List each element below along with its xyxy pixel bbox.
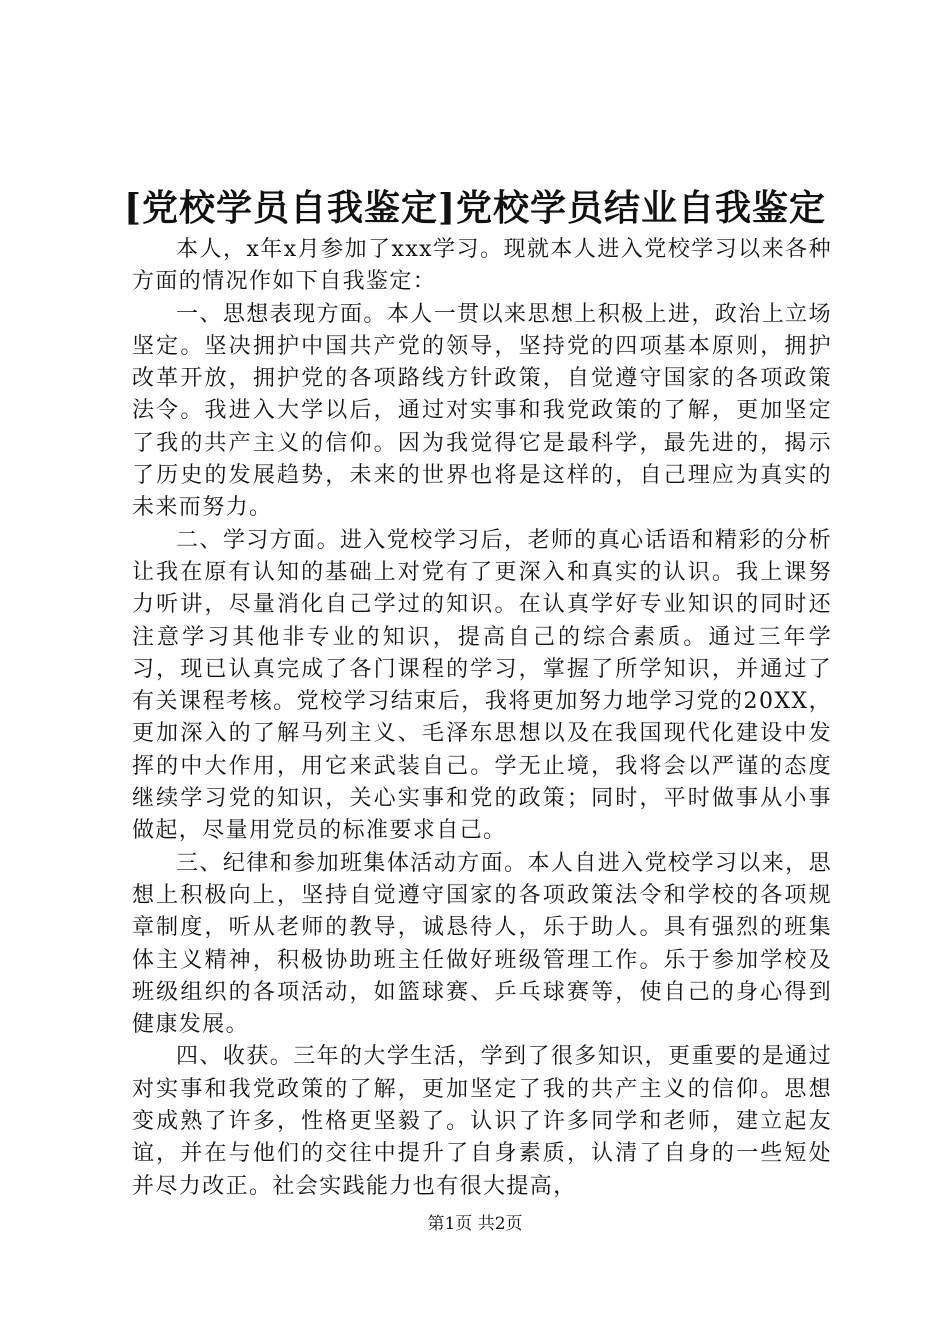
discipline-paragraph: 三、纪律和参加班集体活动方面。本人自进入党校学习以来，思想上积极向上，坚持自觉遵守国家的各项政策法令和学校的各项规章制度，听从老师的教导，诚恳待人，乐于助人。具有强烈的班集体主义精神，积极协助班主任做好班级管理工作。乐于参加学校及班级组织的各项活动，如篮球赛、乒乓球赛等，使自己的身心得到健康发展。 — [132, 850, 832, 1038]
page-number-footer: 第1页 共2页 — [427, 1214, 523, 1234]
study-paragraph: 二、学习方面。进入党校学习后，老师的真心话语和精彩的分析让我在原有认知的基础上对党有了更深入和真实的认识。我上课努力听讲，尽量消化自己学过的知识。在认真学好专业知识的同时还注意学习其他非专业的知识，提高自己的综合素质。通过三年学习，现已认真完成了各门课程的学习，掌握了所学知识，并通过了有关课程考核。党校学习结束后，我将更加努力地学习党的20XX，更加深入的了解马列主义、毛泽东思想以及在我国现代化建设中发挥的中大作用，用它来武装自己。学无止境，我将会以严谨的态度继续学习党的知识，关心实事和党的政策；同时，平时做事从小事做起，尽量用党员的标准要求自己。 — [132, 527, 832, 844]
document-body — [132, 234, 832, 1203]
document-title: [党校学员自我鉴定]党校学员结业自我鉴定 — [123, 187, 827, 229]
gains-paragraph: 四、收获。三年的大学生活，学到了很多知识，更重要的是通过对实事和我党政策的了解，更加坚定了我的共产主义的信仰。思想变成熟了许多，性格更坚毅了。认识了许多同学和老师，建立起友谊，并在与他们的交往中提升了自身素质，认清了自身的一些短处并尽力改正。社会实践能力也有很大提高， — [132, 1044, 832, 1199]
intro-paragraph: 本人，x年x月参加了xxx学习。现就本人进入党校学习以来各种方面的情况作如下自我鉴定： — [132, 237, 832, 295]
ideology-paragraph: 一、思想表现方面。本人一贯以来思想上积极上进，政治上立场坚定。坚决拥护中国共产党的领导，坚持党的四项基本原则，拥护改革开放，拥护党的各项路线方针政策，自觉遵守国家的各项政策法令。我进入大学以后，通过对实事和我党政策的了解，更加坚定了我的共产主义的信仰。因为我觉得它是最科学，最先进的，揭示了历史的发展趋势，未来的世界也将是这样的，自己理应为真实的未来而努力。 — [132, 301, 832, 521]
